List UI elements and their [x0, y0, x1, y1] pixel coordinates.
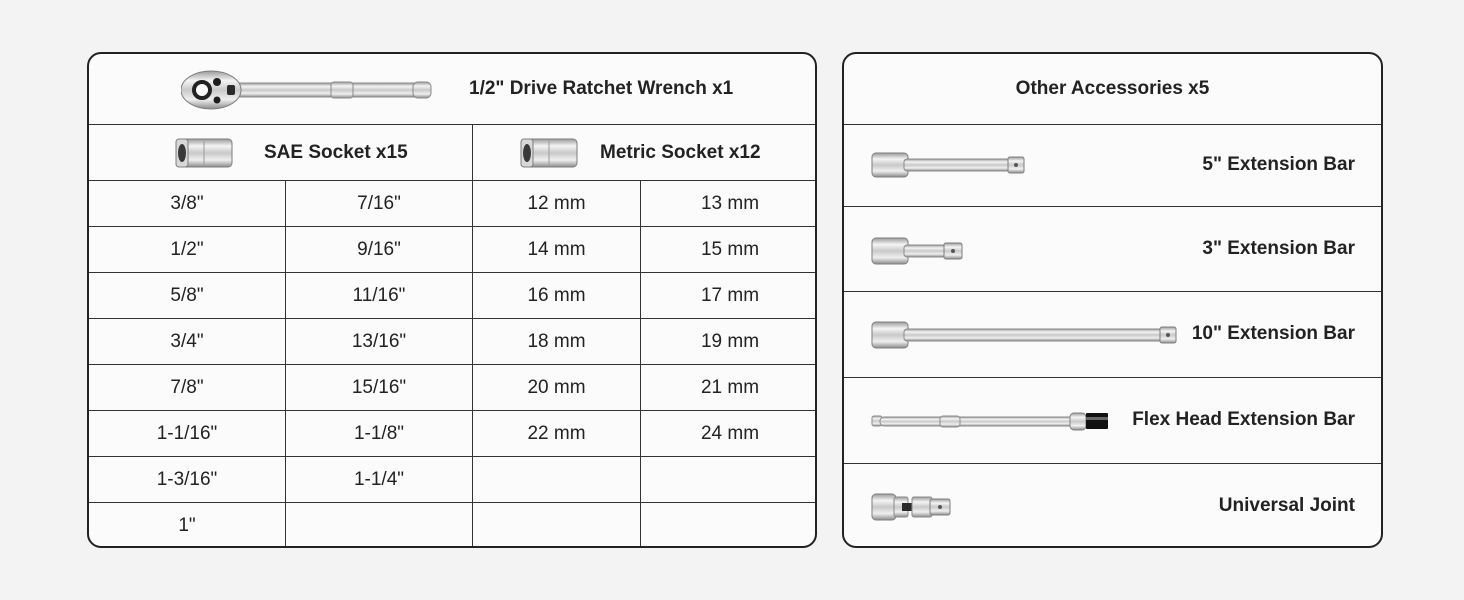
metric-size-cell: 17 mm	[700, 284, 760, 306]
metric-size-cell: 21 mm	[700, 376, 760, 398]
sae-size-cell: 1-1/8"	[286, 411, 473, 456]
sae-socket-icon	[174, 137, 234, 169]
accessory-label: Universal Joint	[1218, 495, 1355, 516]
table-row	[89, 365, 815, 411]
list-item	[844, 207, 1381, 292]
table-row	[89, 411, 815, 457]
flex-head-extension-bar-icon	[870, 408, 1110, 434]
sae-size-cell: 5/8"	[89, 273, 286, 318]
accessories-header: Other Accessories x5	[844, 54, 1381, 125]
extension-bar-10in-icon	[870, 321, 1178, 349]
table-row	[89, 181, 815, 227]
sae-size-cell: 1-3/16"	[89, 457, 286, 502]
ratchet-wrench-icon	[181, 70, 433, 110]
metric-size-cell: 16 mm	[473, 273, 641, 318]
accessory-label: Flex Head Extension Bar	[1132, 409, 1355, 430]
sae-size-cell: 1-1/16"	[89, 411, 286, 456]
socket-size-grid	[89, 181, 815, 548]
metric-size-cell: 20 mm	[473, 365, 641, 410]
ratchet-label: 1/2" Drive Ratchet Wrench x1	[469, 78, 734, 99]
list-item	[844, 292, 1381, 378]
sae-size-cell: 7/8"	[89, 365, 286, 410]
metric-size-cell: 12 mm	[473, 181, 641, 226]
metric-size-cell	[641, 457, 817, 502]
sae-size-cell: 9/16"	[286, 227, 473, 272]
sae-size-cell: 3/8"	[89, 181, 286, 226]
sae-size-cell: 13/16"	[286, 319, 473, 364]
metric-size-cell: 22 mm	[473, 411, 641, 456]
table-row	[89, 227, 815, 273]
extension-bar-3in-icon	[870, 237, 964, 265]
list-item	[844, 125, 1381, 207]
sae-size-cell: 1/2"	[89, 227, 286, 272]
metric-size-cell	[473, 457, 641, 502]
list-item	[844, 378, 1381, 464]
metric-socket-icon	[519, 137, 579, 169]
accessories-table	[842, 52, 1383, 548]
sae-size-cell: 15/16"	[286, 365, 473, 410]
universal-joint-icon	[870, 492, 952, 522]
sae-size-cell: 1-1/4"	[286, 457, 473, 502]
metric-size-cell: 14 mm	[473, 227, 641, 272]
table-row	[89, 503, 815, 548]
sae-size-cell: 1"	[89, 503, 286, 548]
metric-size-cell: 15 mm	[700, 238, 760, 260]
metric-size-cell: 19 mm	[700, 330, 760, 352]
sae-socket-header	[89, 125, 473, 181]
metric-size-cell: 18 mm	[473, 319, 641, 364]
sae-size-cell: 11/16"	[286, 273, 473, 318]
extension-bar-5in-icon	[870, 152, 1026, 178]
metric-socket-header	[473, 125, 817, 181]
metric-size-cell	[473, 503, 641, 548]
socket-set-table	[87, 52, 817, 548]
metric-size-cell: 13 mm	[700, 192, 760, 214]
sae-size-cell: 7/16"	[286, 181, 473, 226]
metric-size-cell	[641, 503, 817, 548]
accessory-label: 3" Extension Bar	[1202, 238, 1355, 259]
accessory-label: 10" Extension Bar	[1191, 323, 1355, 344]
table-row	[89, 319, 815, 365]
table-row	[89, 457, 815, 503]
sae-size-cell: 3/4"	[89, 319, 286, 364]
accessory-label: 5" Extension Bar	[1202, 154, 1355, 175]
ratchet-row	[89, 54, 815, 125]
sae-socket-label: SAE Socket x15	[264, 142, 408, 163]
metric-socket-label: Metric Socket x12	[600, 142, 761, 163]
list-item	[844, 464, 1381, 548]
table-row	[89, 273, 815, 319]
metric-size-cell: 24 mm	[700, 422, 760, 444]
sae-size-cell	[286, 503, 473, 548]
